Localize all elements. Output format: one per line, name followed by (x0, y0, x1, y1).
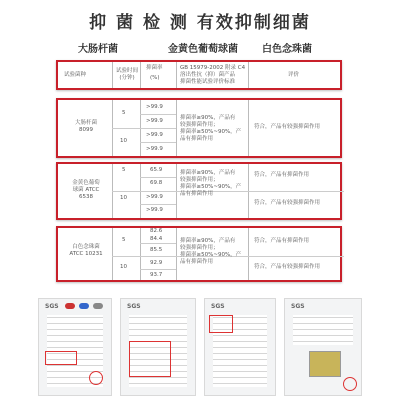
rate-value: 69.8 (150, 180, 163, 186)
rate-value: 82.6 (150, 228, 163, 234)
header-evaluation: 评价 (288, 72, 300, 78)
rate-value: >99.9 (146, 194, 163, 200)
badge-icon (79, 303, 89, 309)
rate-value: 65.9 (150, 167, 163, 173)
badge-icon (65, 303, 75, 309)
bacteria-label-staph: 金黄色葡萄球菌 (168, 44, 238, 55)
rate-value: 85.5 (150, 247, 163, 253)
sgs-logo: SGS (211, 303, 225, 310)
rate-value: 92.9 (150, 260, 163, 266)
table-candida (56, 226, 342, 282)
header-rate-unit: (%) (150, 75, 160, 81)
seal-icon (89, 371, 103, 385)
rate-value: 84.4 (150, 236, 163, 242)
time-5: 5 (122, 237, 126, 243)
evaluation-text: 符合，产品有较强抑菌作用 (254, 124, 321, 130)
page-title: 抑 菌 检 测 有效抑制细菌 (89, 13, 311, 33)
evaluation-text: 符合，产品有较强抑菌作用 (254, 200, 321, 206)
table-ecoli (56, 98, 342, 158)
rate-value: >99.9 (146, 118, 163, 124)
organism-candida: 白色念珠菌 ATCC 10231 (69, 244, 103, 257)
rate-value: >99.9 (146, 104, 163, 110)
evaluation-text: 符合，产品有抑菌作用 (254, 172, 310, 178)
report-thumbnail[interactable] (284, 298, 362, 396)
table-header (56, 60, 342, 90)
report-thumbnail[interactable] (38, 298, 112, 396)
report-thumbnails (38, 298, 362, 398)
header-time: 试验时间 (分钟) (115, 68, 138, 81)
time-10: 10 (120, 138, 127, 144)
table-staph (56, 162, 342, 220)
time-5: 5 (122, 167, 126, 173)
evaluation-text: 符合，产品有较强抑菌作用 (254, 264, 321, 270)
sample-photo (309, 351, 341, 377)
time-5: 5 (122, 110, 126, 116)
rate-value: >99.9 (146, 146, 163, 152)
rate-value: >99.9 (146, 207, 163, 213)
standard-text: 抑菌率≥90%，产品有 较强抑菌作用； 抑菌率≥50%~90%，产 品有抑菌作用 (180, 115, 242, 142)
time-10: 10 (120, 264, 127, 270)
time-10: 10 (120, 195, 127, 201)
header-rate: 抑菌率 (146, 65, 163, 71)
bacteria-label-ecoli: 大肠杆菌 (78, 44, 118, 55)
rate-value: 93.7 (150, 272, 163, 278)
report-thumbnail[interactable] (204, 298, 276, 396)
highlight-box (129, 341, 171, 377)
highlight-box (209, 315, 233, 333)
organism-staph: 金黄色葡萄 球菌 ATCC 6538 (72, 180, 100, 200)
seal-icon (343, 377, 357, 391)
evaluation-text: 符合，产品有抑菌作用 (254, 238, 310, 244)
badge-icon (93, 303, 103, 309)
sgs-logo: SGS (127, 303, 141, 310)
standard-text: 抑菌率≥90%，产品有 较强抑菌作用； 抑菌率≥50%~90%，产 品有抑菌作用 (180, 238, 242, 265)
rate-value: >99.9 (146, 132, 163, 138)
report-thumbnail[interactable] (120, 298, 196, 396)
bacteria-label-candida: 白色念珠菌 (262, 44, 312, 55)
header-standard: GB 15979-2002 附录 C4 溶出性抗（抑）菌产品 抑菌性能试验评价标准 (180, 65, 246, 85)
sgs-logo: SGS (45, 303, 59, 310)
bacteria-labels (0, 40, 400, 54)
sgs-logo: SGS (291, 303, 305, 310)
standard-text: 抑菌率≥90%，产品有 较强抑菌作用； 抑菌率≥50%~90%，产 品有抑菌作用 (180, 170, 242, 197)
header-organism: 试验菌种 (64, 72, 87, 78)
organism-ecoli: 大肠杆菌 8099 (74, 120, 97, 133)
highlight-box (45, 351, 77, 365)
report-text-lines (293, 315, 353, 345)
